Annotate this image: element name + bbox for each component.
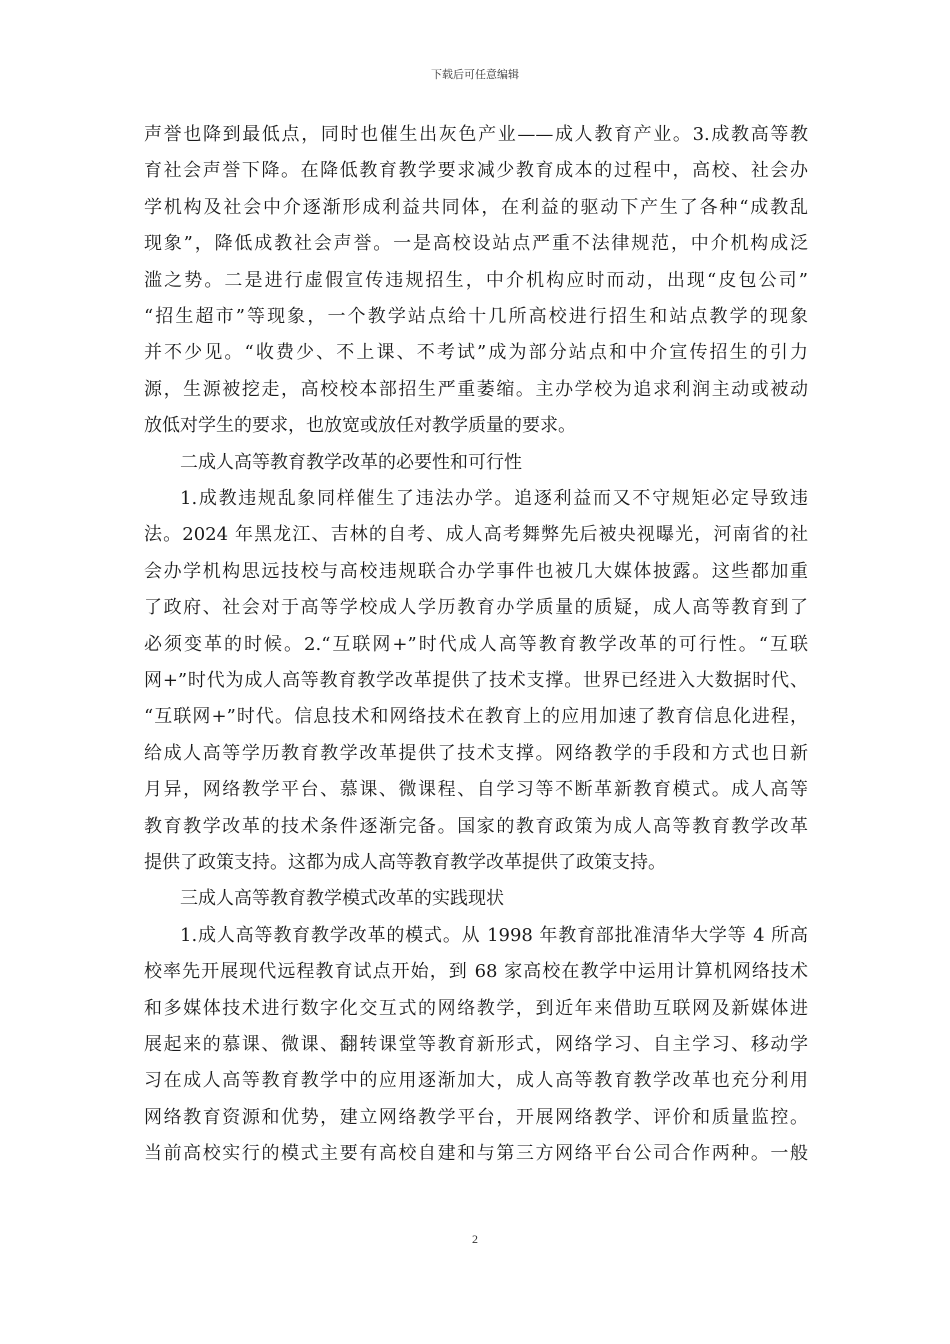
text-line: 习在成人高等教育教学中的应用逐渐加大，成人高等教育教学改革也充分利用 (144, 1070, 808, 1092)
text-line: 三成人高等教育教学模式改革的实践现状 (180, 888, 504, 910)
text-line: 当前高校实行的模式主要有高校自建和与第三方网络平台公司合作两种。一般 (144, 1143, 808, 1165)
text-line: 校率先开展现代远程教育试点开始，到 68 家高校在教学中运用计算机网络技术 (144, 961, 808, 983)
text-line: 教育教学改革的技术条件逐渐完备。国家的教育政策为成人高等教育教学改革 (144, 815, 808, 837)
text-line: 滥之势。二是进行虚假宣传违规招生，中介机构应时而动，出现“皮包公司” (144, 269, 808, 291)
text-line: 法。2024 年黑龙江、吉林的自考、成人高考舞弊先后被央视曝光，河南省的社 (144, 524, 808, 546)
text-line: 展起来的慕课、微课、翻转课堂等教育新形式，网络学习、自主学习、移动学 (144, 1034, 808, 1055)
text-line: 学机构及社会中介逐渐形成利益共同体，在利益的驱动下产生了各种“成教乱 (144, 196, 808, 218)
text-line: “互联网+”时代。信息技术和网络技术在教育上的应用加速了教育信息化进程， (144, 706, 808, 728)
text-line: “招生超市”等现象，一个教学站点给十几所高校进行招生和站点教学的现象 (144, 306, 808, 327)
page-number: 2 (472, 1232, 478, 1246)
text-line: 了政府、社会对于高等学校成人学历教育办学质量的质疑，成人高等教育到了 (144, 597, 808, 619)
text-line: 源，生源被挖走，高校校本部招生严重萎缩。主办学校为追求利润主动或被动 (144, 378, 808, 400)
text-line: 会办学机构思远技校与高校违规联合办学事件也被几大媒体披露。这些都加重 (144, 560, 808, 582)
text-line: 网络教育资源和优势，建立网络教学平台，开展网络教学、评价和质量监控。 (144, 1106, 808, 1128)
text-line: 并不少见。“收费少、不上课、不考试”成为部分站点和中介宣传招生的引力 (144, 342, 808, 364)
text-line: 放低对学生的要求，也放宽或放任对教学质量的要求。 (144, 415, 576, 437)
text-line: 二成人高等教育教学改革的必要性和可行性 (180, 451, 522, 473)
text-line: 给成人高等学历教育教学改革提供了技术支撑。网络教学的手段和方式也日新 (144, 742, 808, 764)
text-line: 网+”时代为成人高等教育教学改革提供了技术支撑。世界已经进入大数据时代、 (144, 670, 808, 691)
text-line: 育社会声誉下降。在降低教育教学要求减少教育成本的过程中，高校、社会办 (144, 160, 808, 182)
page-header: 下载后可任意编辑 (431, 68, 519, 81)
text-line: 1.成教违规乱象同样催生了违法办学。追逐利益而又不守规矩必定导致违 (180, 488, 808, 509)
text-line: 1.成人高等教育教学改革的模式。从 1998 年教育部批准清华大学等 4 所高 (180, 924, 808, 946)
text-line: 现象”，降低成教社会声誉。一是高校设站点严重不法律规范，中介机构成泛 (144, 233, 808, 255)
text-line: 和多媒体技术进行数字化交互式的网络教学，到近年来借助互联网及新媒体进 (144, 997, 808, 1019)
text-line: 提供了政策支持。这都为成人高等教育教学改革提供了政策支持。 (144, 852, 666, 873)
text-line: 月异，网络教学平台、慕课、微课程、自学习等不断革新教育模式。成人高等 (144, 779, 808, 801)
text-line: 必须变革的时候。2.“互联网+”时代成人高等教育教学改革的可行性。“互联 (144, 633, 808, 655)
text-line: 声誉也降到最低点，同时也催生出灰色产业——成人教育产业。3.成教高等教 (144, 124, 808, 145)
